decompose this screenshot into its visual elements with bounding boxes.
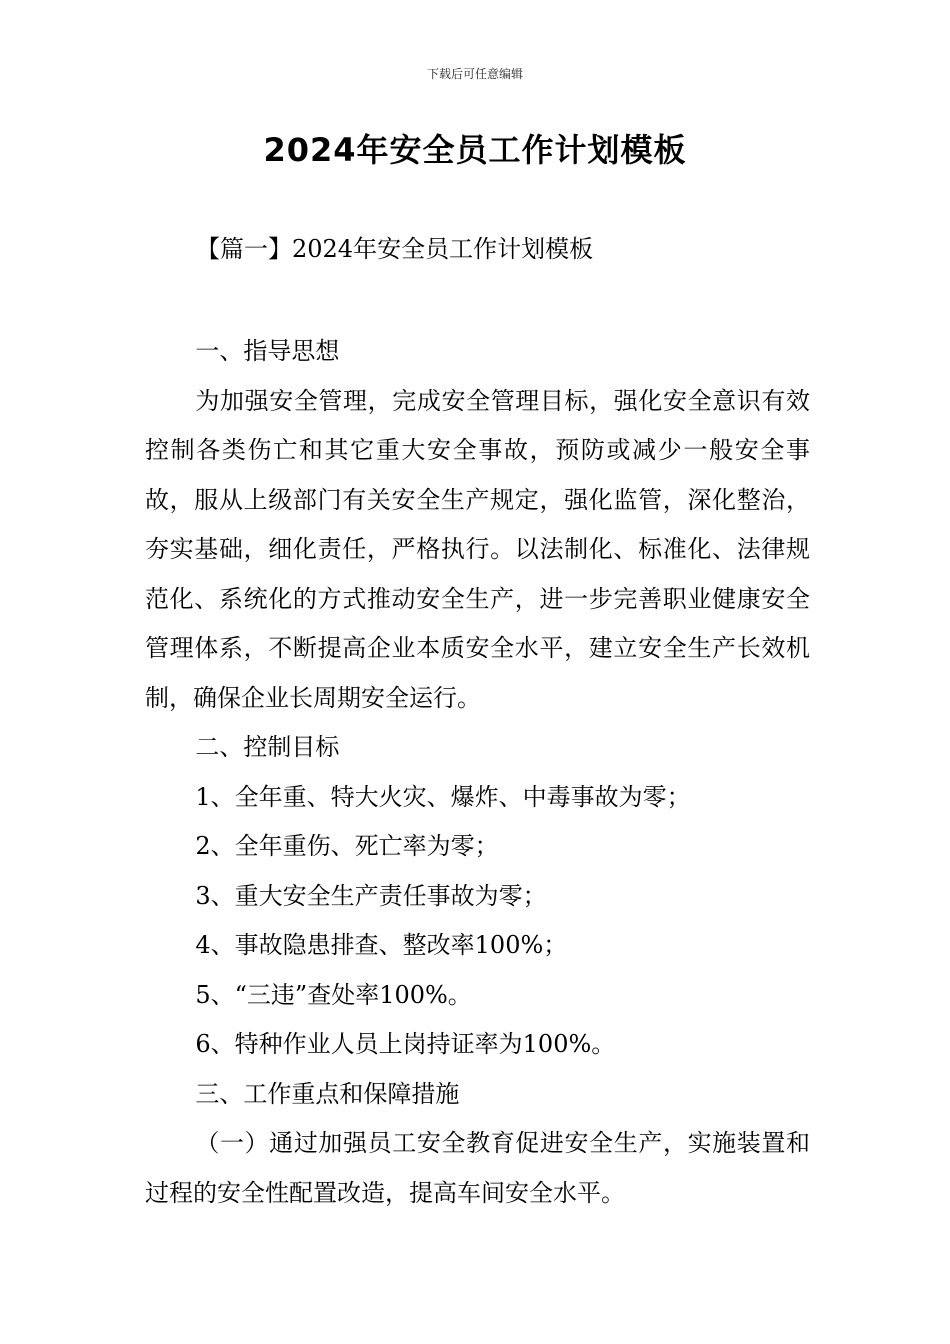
section-heading-work-focus: 三、工作重点和保障措施 (195, 1079, 460, 1108)
paragraph-work-focus-1: （一）通过加强员工安全教育促进安全生产，实施装置和过程的安全性配置改造，提高车间安全水平。 (145, 1129, 810, 1207)
section-heading-control-targets: 二、控制目标 (195, 733, 340, 761)
section-heading-guiding-ideology: 一、指导思想 (195, 337, 340, 365)
list-item: 1、全年重、特大火灾、爆炸、中毒事故为零； (195, 782, 691, 811)
page-title: 2024年安全员工作计划模板 (263, 131, 687, 169)
header-note: 下载后可任意编辑 (426, 67, 523, 81)
list-item: 2、全年重伤、死亡率为零； (195, 832, 499, 860)
list-item: 4、事故隐患排查、整改率100%； (195, 931, 568, 959)
list-item: 5、“三违”查处率100%。 (195, 980, 472, 1009)
paragraph-guiding-ideology: 为加强安全管理，完成安全管理目标，强化安全意识有效控制各类伤亡和其它重大安全事故，预防或减少一般安全事故，服从上级部门有关安全生产规定，强化监管，深化整治，夯实基础，细化责任，严格执行。以法制化、标准化、法律规范化、系统化的方式推动安全生产，进一步完善职业健康安全管理体系，不断提高企业本质安全水平，建立安全生产长效机制，确保企业长周期安全运行。 (145, 386, 810, 712)
body-text (145, 327, 810, 1218)
section-subtitle: 【篇一】2024年安全员工作计划模板 (196, 235, 594, 263)
list-item: 3、重大安全生产责任事故为零； (195, 881, 547, 910)
list-item: 6、特种作业人员上岗持证率为100%。 (195, 1030, 616, 1058)
